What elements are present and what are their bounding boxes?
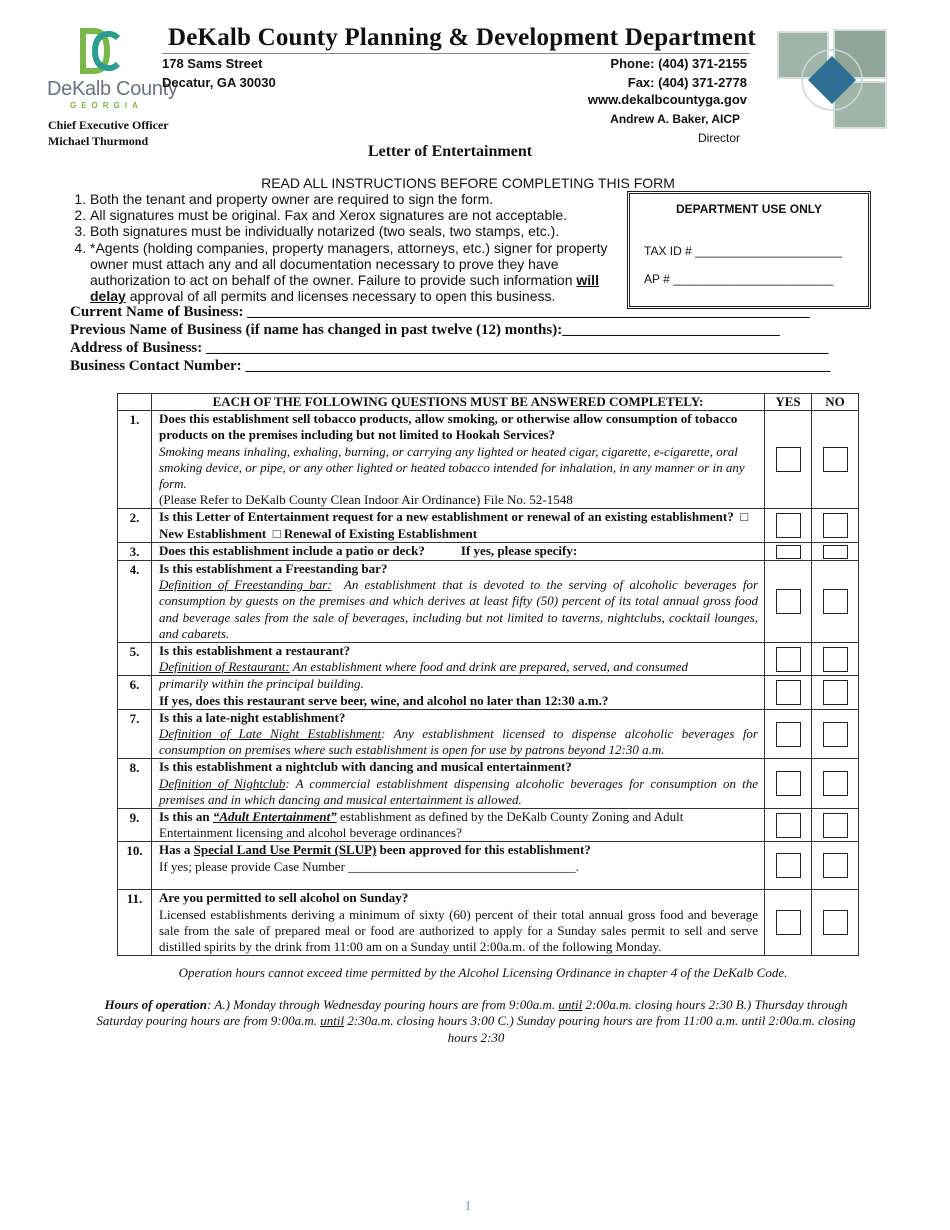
department-use-title: DEPARTMENT USE ONLY <box>675 202 822 216</box>
question-text: Are you permitted to sell alcohol on Sunday? Licensed establishments deriving a minimum of sixty (60) percent of their total annual gross food and beverage sale from the sale of prepared meal or food are authorized to apply for a Sunday sales permit to sell and serve distilled spirits by the drink from 11:00 am on a Sunday until 2:00a.m. of the following Monday. <box>152 890 765 956</box>
question-text: Has a Special Land Use Permit (SLUP) been approved for this establishment? If yes; please provide Case Number ___________________________________. <box>152 842 765 890</box>
question-text: Does this establishment sell tobacco products, allow smoking, or otherwise allow consumption of tobacco products on the premises including but not limited to Hookah Services? Smoking means inhaling, exhaling, burning, or carrying any lighted or heated cigar, cigarette, e-cigarette, oral smoking device, or pipe, or any other lighted or heated tobacco intended for inhalation, in any manner or in any form. (Please Refer to DeKalb County Clean Indoor Air Ordinance) File No. 52-1548 <box>152 411 765 509</box>
table-row <box>118 542 859 560</box>
yes-header: YES <box>765 394 812 411</box>
city-address: Decatur, GA 30030 <box>162 75 276 90</box>
yes-checkbox[interactable] <box>776 680 801 705</box>
question-number: 9. <box>118 809 152 842</box>
yes-checkbox[interactable] <box>776 910 801 935</box>
table-row <box>118 890 859 956</box>
yes-checkbox[interactable] <box>776 447 801 472</box>
yes-checkbox[interactable] <box>776 771 801 796</box>
question-number: 4. <box>118 561 152 643</box>
previous-business-name-field[interactable]: Previous Name of Business (if name has changed in past twelve (12) months):_____________________________ <box>70 322 780 338</box>
question-number: 2. <box>118 509 152 542</box>
no-checkbox[interactable] <box>823 910 848 935</box>
question-number: 8. <box>118 759 152 809</box>
director-name: Andrew A. Baker, AICP <box>610 112 740 126</box>
table-row <box>118 411 859 509</box>
instructions-list <box>70 191 615 304</box>
instruction-item: 4. *Agents (holding companies, property managers, attorneys, etc.) signer for property owner must attach any and all documentation necessary to prove they have authorization to act on behalf of the owner. Failure to provide such information will delay approval of all permits and licenses necessary to open this business. <box>90 240 615 305</box>
no-checkbox[interactable] <box>823 771 848 796</box>
department-emblem-icon <box>772 26 892 139</box>
no-checkbox[interactable] <box>823 447 848 472</box>
question-number: 10. <box>118 842 152 890</box>
business-address-field[interactable]: Address of Business: ___________________________________________________________________________________ <box>70 340 829 356</box>
no-checkbox[interactable] <box>823 545 848 559</box>
will-delay-emphasis: will delay <box>90 272 599 305</box>
question-text: Is this a late-night establishment? Definition of Late Night Establishment: Any establishment licensed to dispense alcoholic beverages for consumption on premises where such establishment is open for use by patrons beyond 12:30 a.m. <box>152 709 765 759</box>
director-title: Director <box>697 131 740 145</box>
no-checkbox[interactable] <box>823 722 848 747</box>
question-text: primarily within the principal building. If yes, does this restaurant serve beer, wine, and alcohol no later than 12:30 a.m.? <box>152 676 765 709</box>
phone: Phone: (404) 371-2155 <box>610 56 747 71</box>
no-checkbox[interactable] <box>823 589 848 614</box>
no-checkbox[interactable] <box>823 813 848 838</box>
question-text: Is this establishment a nightclub with dancing and musical entertainment? Definition of Nightclub: A commercial establishment dispensing alcoholic beverages for consumption on the premises and in which dancing and musical entertainment is allowed. <box>152 759 765 809</box>
logo-subtitle: GEORGIA <box>70 101 143 110</box>
instruction-item: 1. Both the tenant and property owner are required to sign the form. <box>90 191 615 207</box>
form-title: Letter of Entertainment <box>367 143 533 160</box>
yes-checkbox[interactable] <box>776 722 801 747</box>
ceo-name: Michael Thurmond <box>48 134 149 148</box>
table-row <box>118 561 859 643</box>
questions-table <box>117 393 859 956</box>
instruction-item: 3. Both signatures must be individually notarized (two seals, two stamps, etc.). <box>90 223 615 239</box>
department-use-box <box>627 191 871 309</box>
question-text: Is this an “Adult Entertainment” establishment as defined by the DeKalb County Zoning and Adult Entertainment licensing and alcohol beverage ordinances? <box>152 809 765 842</box>
hours-of-operation: Hours of operation: A.) Monday through Wednesday pouring hours are from 9:00a.m. until 2:00a.m. closing hours 2:30 B.) Thursday through Saturday pouring hours are from 9:00a.m. until 2:30a.m. closing hours 3:00 C.) Sunday pouring hours are from 11:00 a.m. until 2:00a.m. closing hours 2:30 <box>96 997 856 1045</box>
renewal-option[interactable]: □ Renewal of Existing Establishment <box>272 525 478 541</box>
new-establishment-option[interactable]: □ New Establishment <box>159 509 749 541</box>
no-checkbox[interactable] <box>823 680 848 705</box>
table-row <box>118 759 859 809</box>
no-checkbox[interactable] <box>823 513 848 538</box>
website: www.dekalbcountyga.gov <box>587 92 747 107</box>
business-contact-field[interactable]: Business Contact Number: ______________________________________________________________________________ <box>70 358 831 374</box>
instruction-item: 2. All signatures must be original. Fax and Xerox signatures are not acceptable. <box>90 207 615 223</box>
tax-id-field[interactable]: TAX ID # ______________________ <box>644 244 842 258</box>
table-row <box>118 676 859 709</box>
current-business-name-field[interactable]: Current Name of Business: ___________________________________________________________________________ <box>70 304 810 320</box>
street-address: 178 Sams Street <box>162 56 263 71</box>
question-number: 5. <box>118 643 152 676</box>
table-row <box>118 842 859 890</box>
table-row <box>118 809 859 842</box>
question-text: Does this establishment include a patio or deck? If yes, please specify: <box>152 542 765 560</box>
read-all-instructions: READ ALL INSTRUCTIONS BEFORE COMPLETING THIS FORM <box>261 175 675 191</box>
fax: Fax: (404) 371-2778 <box>627 75 747 90</box>
no-checkbox[interactable] <box>823 647 848 672</box>
question-number: 11. <box>118 890 152 956</box>
logo-wordmark: DeKalb County <box>47 78 178 100</box>
patio-specify-field[interactable]: If yes, please specify: <box>460 542 578 558</box>
no-header: NO <box>812 394 859 411</box>
table-row <box>118 709 859 759</box>
title-divider <box>162 53 750 54</box>
org-title: DeKalb County Planning & Development Department <box>168 24 756 51</box>
questions-header: EACH OF THE FOLLOWING QUESTIONS MUST BE ANSWERED COMPLETELY: <box>152 394 765 411</box>
yes-checkbox[interactable] <box>776 853 801 878</box>
table-row <box>118 509 859 542</box>
ceo-title: Chief Executive Officer <box>48 118 169 132</box>
question-text: Is this Letter of Entertainment request for a new establishment or renewal of an existing establishment? □ New Establishment □ Renewal of Existing Establishment <box>152 509 765 542</box>
no-checkbox[interactable] <box>823 853 848 878</box>
question-text: Is this establishment a Freestanding bar? Definition of Freestanding bar: An establishment that is devoted to the serving of alcoholic beverages for consumption by guests on the premises and which derives at least fifty (50) percent of its total annual gross food and beverage sales from the sale of beverages, including but not limited to taverns, nightclubs, cocktail lounges, and cabarets. <box>152 561 765 643</box>
yes-checkbox[interactable] <box>776 545 801 559</box>
page-number: 1 <box>464 1198 472 1213</box>
yes-checkbox[interactable] <box>776 589 801 614</box>
yes-checkbox[interactable] <box>776 813 801 838</box>
yes-checkbox[interactable] <box>776 647 801 672</box>
question-text: Is this establishment a restaurant? Definition of Restaurant: An establishment where food and drink are prepared, served, and consumed <box>152 643 765 676</box>
yes-checkbox[interactable] <box>776 513 801 538</box>
table-header-row <box>118 394 859 411</box>
question-number: 3. <box>118 542 152 560</box>
question-number: 6. <box>118 676 152 709</box>
table-row <box>118 643 859 676</box>
question-number: 1. <box>118 411 152 509</box>
county-logo-icon <box>80 28 122 79</box>
case-number-field[interactable]: If yes; please provide Case Number ___________________________________. <box>159 858 579 874</box>
ap-field[interactable]: AP # ________________________ <box>644 272 834 286</box>
question-number: 7. <box>118 709 152 759</box>
operation-hours-note: Operation hours cannot exceed time permitted by the Alcohol Licensing Ordinance in chapter 4 of the DeKalb Code. <box>178 965 788 980</box>
